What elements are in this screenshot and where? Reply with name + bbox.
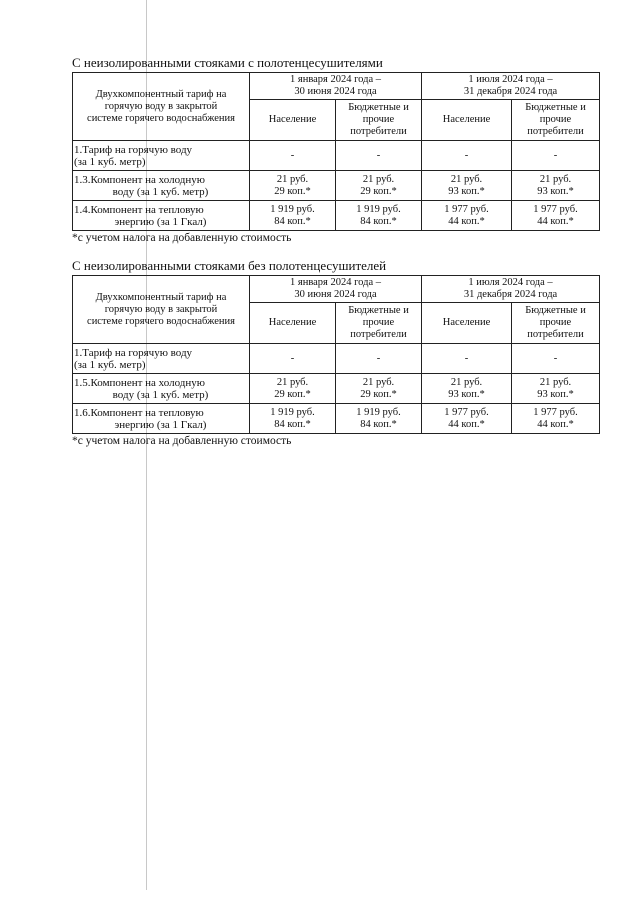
table-cell: 21 руб. 29 коп.* — [250, 171, 336, 201]
column-header-population: Население — [250, 303, 336, 344]
column-header-budget: Бюджетные и прочие потребители — [512, 303, 600, 344]
column-header-population: Население — [422, 100, 512, 141]
table-cell: 21 руб. 29 коп.* — [336, 374, 422, 404]
table-cell: 21 руб. 93 коп.* — [512, 171, 600, 201]
tariff-table — [72, 275, 600, 434]
period-header-first-half: 1 января 2024 года – 30 июня 2024 года — [250, 276, 422, 303]
table-cell: - — [250, 344, 336, 374]
table-cell: 21 руб. 93 коп.* — [422, 171, 512, 201]
table-cell: - — [336, 344, 422, 374]
table-row — [73, 344, 600, 374]
period-header-second-half: 1 июля 2024 года – 31 декабря 2024 года — [422, 276, 600, 303]
table-row — [73, 404, 600, 434]
column-header-budget: Бюджетные и прочие потребители — [512, 100, 600, 141]
table-cell: - — [512, 344, 600, 374]
table-cell: - — [422, 344, 512, 374]
table-cell: 21 руб. 93 коп.* — [422, 374, 512, 404]
table-row — [73, 141, 600, 171]
column-header-budget: Бюджетные и прочие потребители — [336, 100, 422, 141]
section-heading: С неизолированными стояками без полотенцесушителей — [72, 258, 387, 273]
column-header-population: Население — [422, 303, 512, 344]
table-cell: 1 977 руб. 44 коп.* — [422, 404, 512, 434]
table-cell: 1 977 руб. 44 коп.* — [422, 201, 512, 231]
table-cell: - — [512, 141, 600, 171]
table-cell: 1 919 руб. 84 коп.* — [250, 201, 336, 231]
table-cell: - — [336, 141, 422, 171]
row-label: 1.6.Компонент на тепловую энергию (за 1 Гкал) — [73, 404, 250, 434]
tariff-section-with-towel-dryers — [72, 55, 599, 245]
column-header-budget: Бюджетные и прочие потребители — [336, 303, 422, 344]
vat-footnote: *с учетом налога на добавленную стоимость — [72, 232, 292, 244]
table-cell: 1 977 руб. 44 коп.* — [512, 404, 600, 434]
table-row — [73, 374, 600, 404]
row-label: 1.Тариф на горячую воду (за 1 куб. метр) — [73, 141, 250, 171]
table-row — [73, 201, 600, 231]
table-cell: 1 919 руб. 84 коп.* — [250, 404, 336, 434]
tariff-table — [72, 72, 600, 231]
vat-footnote: *с учетом налога на добавленную стоимость — [72, 435, 292, 447]
table-header-description: Двухкомпонентный тариф на горячую воду в закрытой системе горячего водоснабжения — [73, 276, 250, 344]
period-header-first-half: 1 января 2024 года – 30 июня 2024 года — [250, 73, 422, 100]
row-label: 1.5.Компонент на холодную воду (за 1 куб. метр) — [73, 374, 250, 404]
table-cell: 21 руб. 29 коп.* — [250, 374, 336, 404]
period-header-second-half: 1 июля 2024 года – 31 декабря 2024 года — [422, 73, 600, 100]
table-cell: 1 919 руб. 84 коп.* — [336, 404, 422, 434]
table-cell: 1 919 руб. 84 коп.* — [336, 201, 422, 231]
table-cell: 1 977 руб. 44 коп.* — [512, 201, 600, 231]
row-label: 1.3.Компонент на холодную воду (за 1 куб. метр) — [73, 171, 250, 201]
tariff-section-without-towel-dryers — [72, 258, 599, 448]
column-header-population: Население — [250, 100, 336, 141]
row-label: 1.4.Компонент на тепловую энергию (за 1 Гкал) — [73, 201, 250, 231]
table-cell: 21 руб. 93 коп.* — [512, 374, 600, 404]
section-heading: С неизолированными стояками с полотенцесушителями — [72, 55, 383, 70]
table-header-description: Двухкомпонентный тариф на горячую воду в закрытой системе горячего водоснабжения — [73, 73, 250, 141]
table-row — [73, 171, 600, 201]
table-cell: - — [250, 141, 336, 171]
table-cell: - — [422, 141, 512, 171]
row-label: 1.Тариф на горячую воду (за 1 куб. метр) — [73, 344, 250, 374]
table-cell: 21 руб. 29 коп.* — [336, 171, 422, 201]
